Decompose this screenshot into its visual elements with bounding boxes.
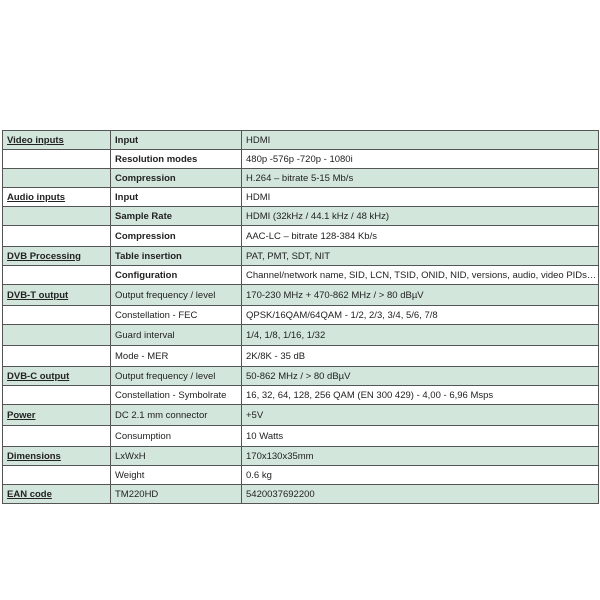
value-cell: Channel/network name, SID, LCN, TSID, ONID, NID, versions, audio, video PIDs… [242, 266, 599, 285]
category-cell: Audio inputs [3, 188, 111, 207]
table-row [3, 386, 599, 405]
value-cell: QPSK/16QAM/64QAM - 1/2, 2/3, 3/4, 5/6, 7/8 [242, 306, 599, 325]
value-cell: 1/4, 1/8, 1/16, 1/32 [242, 325, 599, 346]
parameter-cell: Constellation - Symbolrate [111, 386, 242, 405]
value-cell: PAT, PMT, SDT, NIT [242, 247, 599, 266]
value-cell: 480p -576p -720p - 1080i [242, 150, 599, 169]
parameter-cell: Compression [111, 226, 242, 247]
category-cell [3, 325, 111, 346]
parameter-cell: Input [111, 131, 242, 150]
parameter-cell: DC 2.1 mm connector [111, 405, 242, 426]
parameter-cell: Input [111, 188, 242, 207]
spec-table-body [3, 131, 599, 504]
parameter-cell: Output frequency / level [111, 367, 242, 386]
category-cell [3, 346, 111, 367]
value-cell: HDMI [242, 131, 599, 150]
table-row [3, 188, 599, 207]
category-cell [3, 226, 111, 247]
value-cell: AAC-LC – bitrate 128-384 Kb/s [242, 226, 599, 247]
category-cell: Video inputs [3, 131, 111, 150]
value-cell: 2K/8K - 35 dB [242, 346, 599, 367]
table-row [3, 346, 599, 367]
parameter-cell: Consumption [111, 426, 242, 447]
parameter-cell: Weight [111, 466, 242, 485]
table-row [3, 226, 599, 247]
parameter-cell: Resolution modes [111, 150, 242, 169]
table-row [3, 207, 599, 226]
value-cell: +5V [242, 405, 599, 426]
category-cell [3, 266, 111, 285]
spec-table [2, 130, 599, 504]
value-cell: 170x130x35mm [242, 447, 599, 466]
category-cell: EAN code [3, 485, 111, 504]
category-cell: Dimensions [3, 447, 111, 466]
parameter-cell: Constellation - FEC [111, 306, 242, 325]
category-cell [3, 426, 111, 447]
value-cell: 50-862 MHz / > 80 dBµV [242, 367, 599, 386]
value-cell: HDMI (32kHz / 44.1 kHz / 48 kHz) [242, 207, 599, 226]
value-cell: 10 Watts [242, 426, 599, 447]
parameter-cell: LxWxH [111, 447, 242, 466]
table-row [3, 247, 599, 266]
parameter-cell: Compression [111, 169, 242, 188]
table-row [3, 426, 599, 447]
category-cell [3, 207, 111, 226]
table-row [3, 485, 599, 504]
value-cell: HDMI [242, 188, 599, 207]
table-row [3, 150, 599, 169]
parameter-cell: Output frequency / level [111, 285, 242, 306]
category-cell: DVB-C output [3, 367, 111, 386]
parameter-cell: Guard interval [111, 325, 242, 346]
table-row [3, 466, 599, 485]
table-row [3, 367, 599, 386]
table-row [3, 306, 599, 325]
parameter-cell: Table insertion [111, 247, 242, 266]
parameter-cell: TM220HD [111, 485, 242, 504]
category-cell: Power [3, 405, 111, 426]
category-cell [3, 150, 111, 169]
table-row [3, 447, 599, 466]
category-cell: DVB Processing [3, 247, 111, 266]
category-cell [3, 466, 111, 485]
table-row [3, 266, 599, 285]
value-cell: 0.6 kg [242, 466, 599, 485]
value-cell: 5420037692200 [242, 485, 599, 504]
parameter-cell: Mode - MER [111, 346, 242, 367]
table-row [3, 169, 599, 188]
category-cell [3, 169, 111, 188]
category-cell [3, 306, 111, 325]
category-cell: DVB-T output [3, 285, 111, 306]
value-cell: 170-230 MHz + 470-862 MHz / > 80 dBµV [242, 285, 599, 306]
parameter-cell: Configuration [111, 266, 242, 285]
category-cell [3, 386, 111, 405]
table-row [3, 285, 599, 306]
value-cell: 16, 32, 64, 128, 256 QAM (EN 300 429) - 4,00 - 6,96 Msps [242, 386, 599, 405]
parameter-cell: Sample Rate [111, 207, 242, 226]
table-row [3, 405, 599, 426]
table-row [3, 325, 599, 346]
value-cell: H.264 – bitrate 5-15 Mb/s [242, 169, 599, 188]
table-row [3, 131, 599, 150]
